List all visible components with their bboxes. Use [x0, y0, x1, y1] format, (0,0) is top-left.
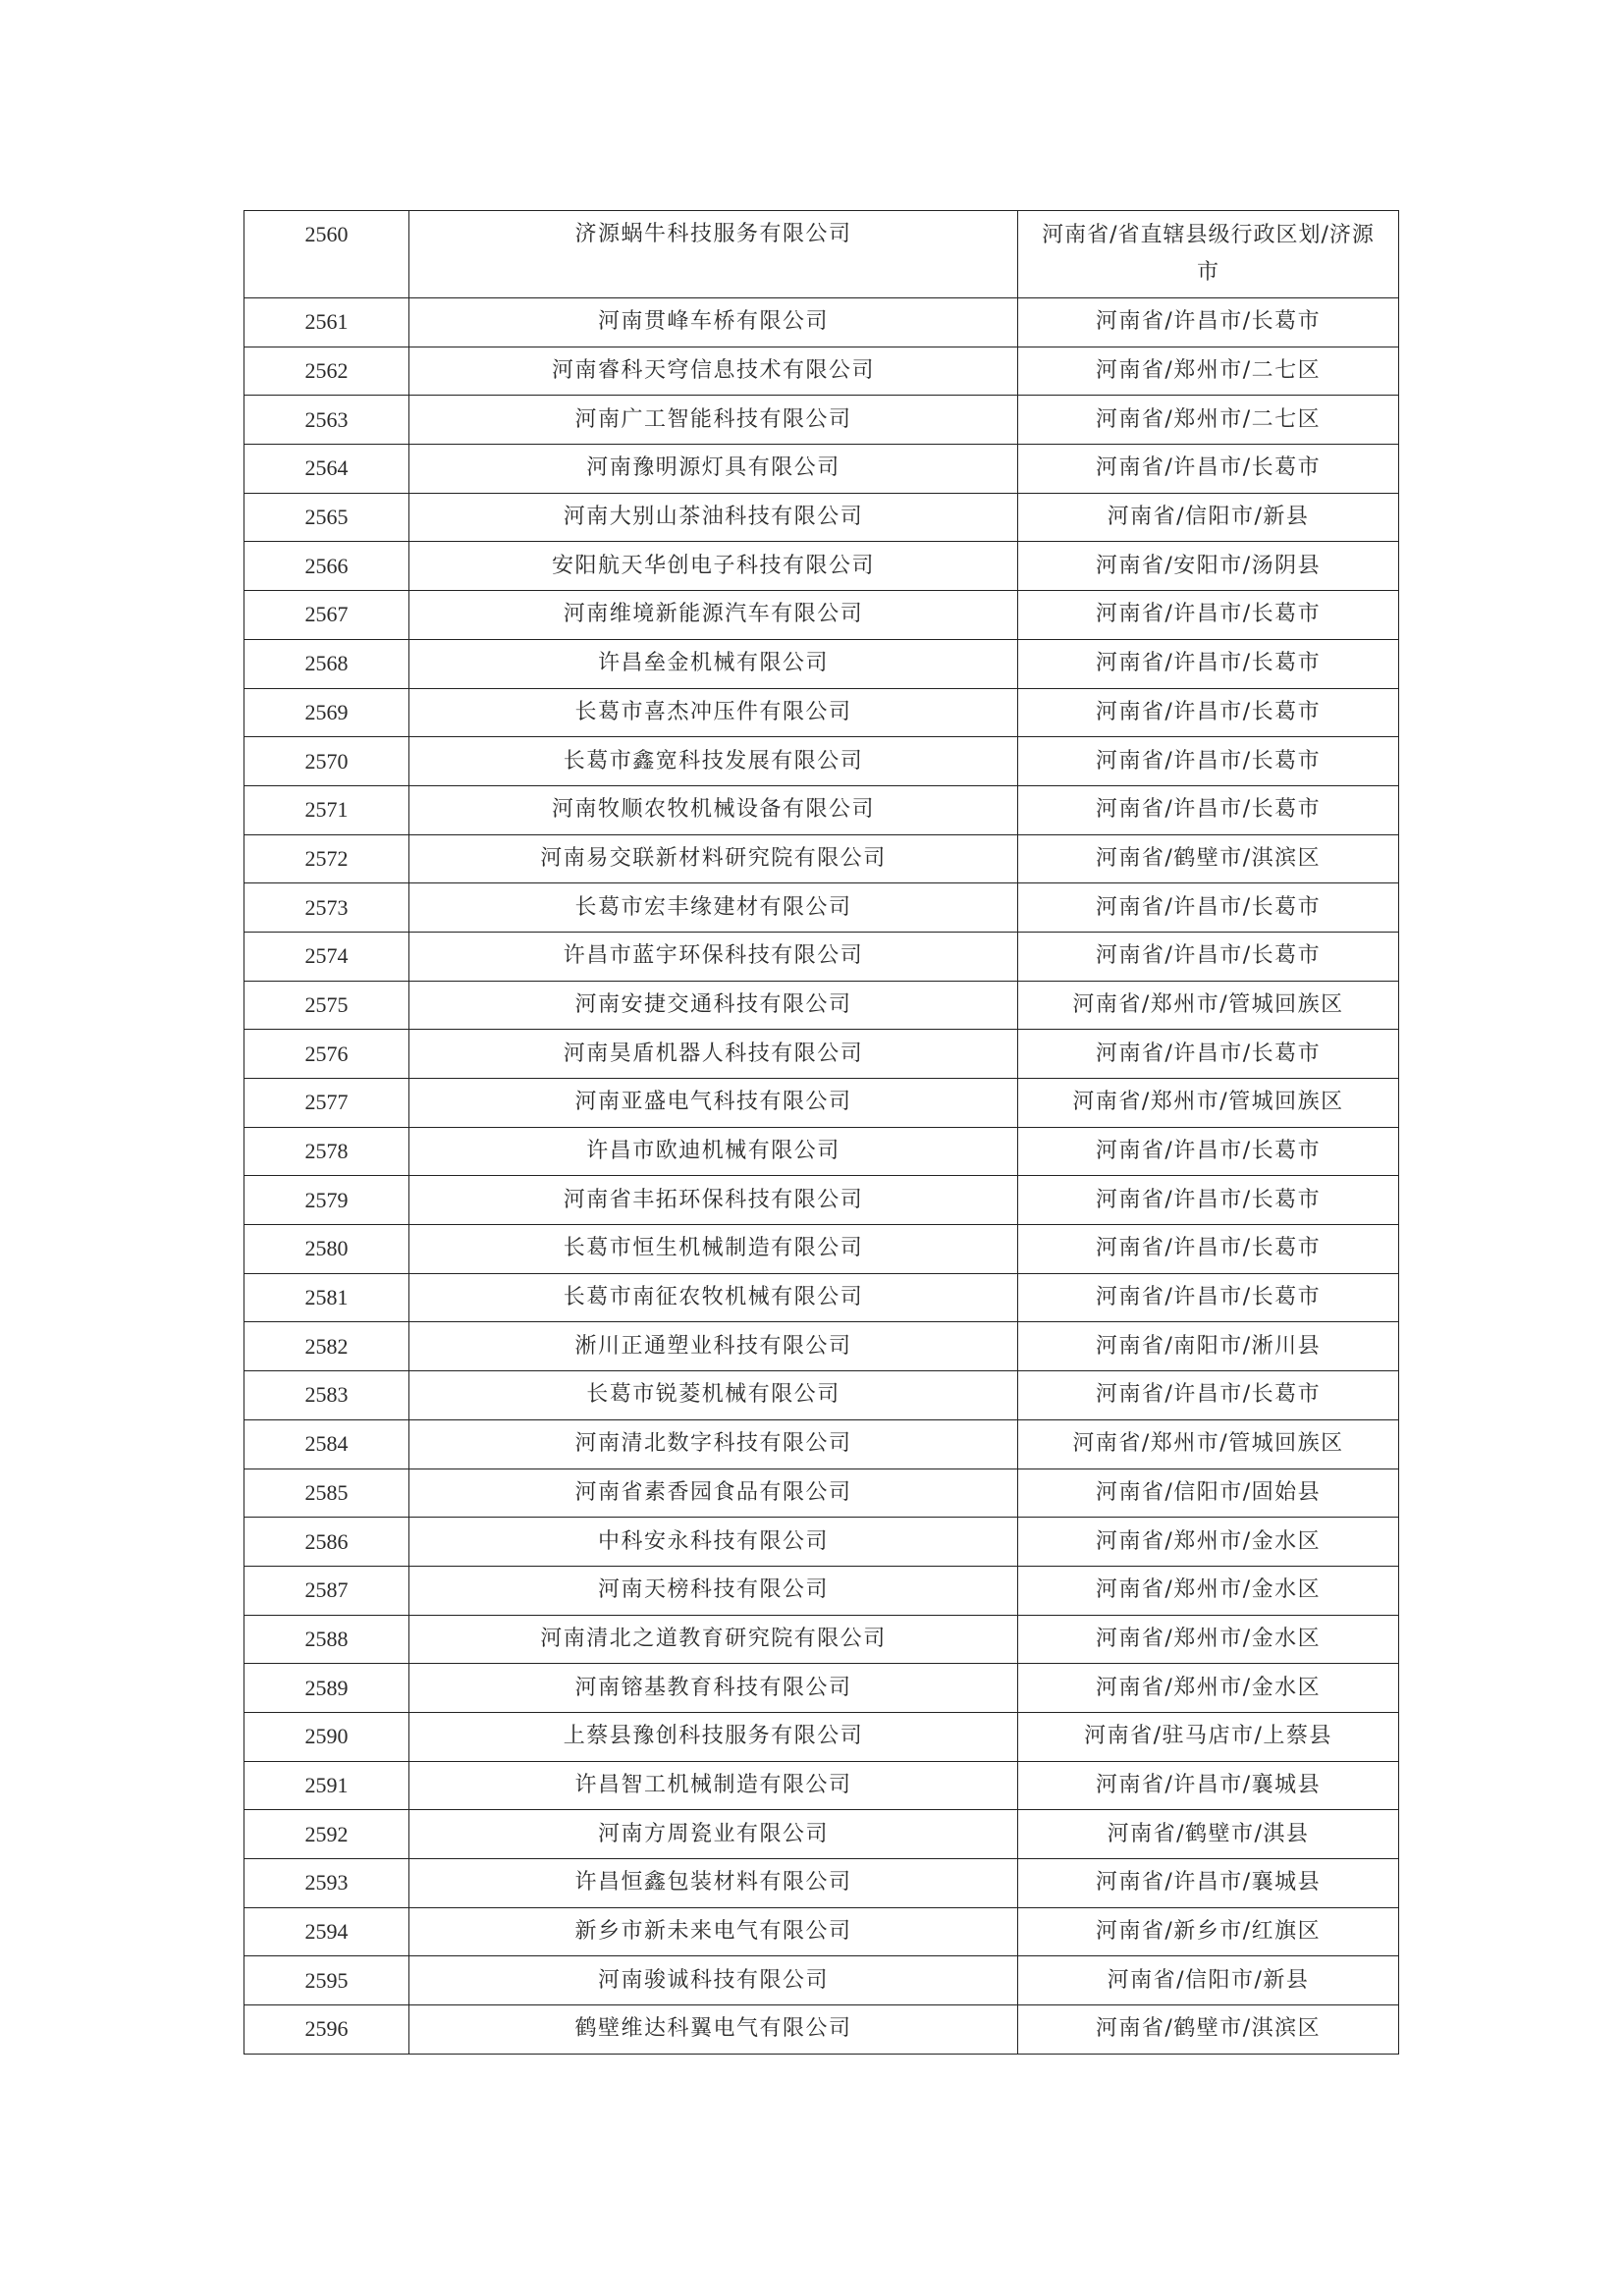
row-number-cell: 2573: [244, 883, 409, 933]
table-row: [244, 298, 1399, 347]
region-cell: 河南省/郑州市/金水区: [1018, 1664, 1399, 1713]
row-number-cell: 2589: [244, 1664, 409, 1713]
company-name-cell: 许昌恒鑫包装材料有限公司: [409, 1859, 1018, 1908]
row-number-cell: 2588: [244, 1615, 409, 1664]
region-cell: 河南省/郑州市/金水区: [1018, 1566, 1399, 1615]
company-name-cell: 许昌市蓝宇环保科技有限公司: [409, 932, 1018, 981]
table-row: [244, 1712, 1399, 1761]
table-row: [244, 1030, 1399, 1079]
company-registry-table: [244, 210, 1399, 2055]
table-row: [244, 932, 1399, 981]
table-row: [244, 591, 1399, 640]
region-cell: 河南省/鹤壁市/淇县: [1018, 1810, 1399, 1859]
table-row: [244, 883, 1399, 933]
row-number-cell: 2584: [244, 1419, 409, 1468]
table-row: [244, 1273, 1399, 1322]
row-number-cell: 2568: [244, 639, 409, 688]
table-row: [244, 493, 1399, 542]
table-row: [244, 1859, 1399, 1908]
company-name-cell: 鹤壁维达科翼电气有限公司: [409, 2005, 1018, 2055]
row-number-cell: 2569: [244, 688, 409, 737]
company-name-cell: 长葛市恒生机械制造有限公司: [409, 1225, 1018, 1274]
table-row: [244, 981, 1399, 1030]
company-name-cell: 中科安永科技有限公司: [409, 1518, 1018, 1567]
table-row: [244, 785, 1399, 834]
region-cell: 河南省/鹤壁市/淇滨区: [1018, 2005, 1399, 2055]
row-number-cell: 2575: [244, 981, 409, 1030]
row-number-cell: 2585: [244, 1468, 409, 1518]
region-cell: 河南省/许昌市/长葛市: [1018, 1127, 1399, 1176]
row-number-cell: 2576: [244, 1030, 409, 1079]
row-number-cell: 2567: [244, 591, 409, 640]
registry-table-body: [244, 211, 1399, 2055]
company-name-cell: 河南大别山茶油科技有限公司: [409, 493, 1018, 542]
region-cell: 河南省/许昌市/襄城县: [1018, 1859, 1399, 1908]
row-number-cell: 2586: [244, 1518, 409, 1567]
company-name-cell: 长葛市南征农牧机械有限公司: [409, 1273, 1018, 1322]
table-row: [244, 1761, 1399, 1810]
company-name-cell: 河南贯峰车桥有限公司: [409, 298, 1018, 347]
region-cell: 河南省/许昌市/长葛市: [1018, 737, 1399, 786]
company-name-cell: 河南省丰拓环保科技有限公司: [409, 1176, 1018, 1225]
table-row: [244, 1566, 1399, 1615]
region-cell: 河南省/信阳市/固始县: [1018, 1468, 1399, 1518]
company-name-cell: 淅川正通塑业科技有限公司: [409, 1322, 1018, 1371]
table-row: [244, 1322, 1399, 1371]
company-name-cell: 河南清北数字科技有限公司: [409, 1419, 1018, 1468]
company-name-cell: 河南方周瓷业有限公司: [409, 1810, 1018, 1859]
table-row: [244, 1956, 1399, 2005]
table-row: [244, 445, 1399, 494]
company-name-cell: 河南易交联新材料研究院有限公司: [409, 834, 1018, 883]
row-number-cell: 2596: [244, 2005, 409, 2055]
company-name-cell: 河南清北之道教育研究院有限公司: [409, 1615, 1018, 1664]
region-cell: 河南省/郑州市/二七区: [1018, 396, 1399, 445]
row-number-cell: 2587: [244, 1566, 409, 1615]
region-cell: 河南省/信阳市/新县: [1018, 493, 1399, 542]
row-number-cell: 2562: [244, 347, 409, 396]
company-name-cell: 长葛市锐菱机械有限公司: [409, 1371, 1018, 1420]
row-number-cell: 2570: [244, 737, 409, 786]
region-cell: 河南省/鹤壁市/淇滨区: [1018, 834, 1399, 883]
company-name-cell: 上蔡县豫创科技服务有限公司: [409, 1712, 1018, 1761]
row-number-cell: 2579: [244, 1176, 409, 1225]
table-row: [244, 834, 1399, 883]
region-cell: 河南省/郑州市/管城回族区: [1018, 1419, 1399, 1468]
region-cell: 河南省/许昌市/长葛市: [1018, 639, 1399, 688]
region-cell: 河南省/省直辖县级行政区划/济源市: [1018, 211, 1399, 298]
region-cell: 河南省/郑州市/管城回族区: [1018, 1079, 1399, 1128]
region-cell: 河南省/郑州市/金水区: [1018, 1615, 1399, 1664]
table-row: [244, 542, 1399, 591]
region-cell: 河南省/南阳市/淅川县: [1018, 1322, 1399, 1371]
region-cell: 河南省/许昌市/长葛市: [1018, 1273, 1399, 1322]
row-number-cell: 2595: [244, 1956, 409, 2005]
company-name-cell: 河南天榜科技有限公司: [409, 1566, 1018, 1615]
region-cell: 河南省/许昌市/长葛市: [1018, 1030, 1399, 1079]
company-name-cell: 河南维境新能源汽车有限公司: [409, 591, 1018, 640]
company-name-cell: 河南睿科天穹信息技术有限公司: [409, 347, 1018, 396]
row-number-cell: 2574: [244, 932, 409, 981]
table-row: [244, 1468, 1399, 1518]
table-row: [244, 639, 1399, 688]
company-name-cell: 河南镕基教育科技有限公司: [409, 1664, 1018, 1713]
row-number-cell: 2590: [244, 1712, 409, 1761]
row-number-cell: 2580: [244, 1225, 409, 1274]
row-number-cell: 2583: [244, 1371, 409, 1420]
table-row: [244, 1518, 1399, 1567]
row-number-cell: 2564: [244, 445, 409, 494]
row-number-cell: 2560: [244, 211, 409, 298]
table-row: [244, 737, 1399, 786]
region-cell: 河南省/郑州市/金水区: [1018, 1518, 1399, 1567]
table-row: [244, 1225, 1399, 1274]
table-row: [244, 1371, 1399, 1420]
region-cell: 河南省/许昌市/长葛市: [1018, 1225, 1399, 1274]
region-cell: 河南省/驻马店市/上蔡县: [1018, 1712, 1399, 1761]
row-number-cell: 2566: [244, 542, 409, 591]
table-row: [244, 1127, 1399, 1176]
company-name-cell: 河南昊盾机器人科技有限公司: [409, 1030, 1018, 1079]
region-cell: 河南省/许昌市/襄城县: [1018, 1761, 1399, 1810]
table-row: [244, 1664, 1399, 1713]
row-number-cell: 2572: [244, 834, 409, 883]
company-name-cell: 河南安捷交通科技有限公司: [409, 981, 1018, 1030]
region-cell: 河南省/新乡市/红旗区: [1018, 1907, 1399, 1956]
company-name-cell: 安阳航天华创电子科技有限公司: [409, 542, 1018, 591]
region-cell: 河南省/郑州市/管城回族区: [1018, 981, 1399, 1030]
region-cell: 河南省/许昌市/长葛市: [1018, 688, 1399, 737]
row-number-cell: 2593: [244, 1859, 409, 1908]
row-number-cell: 2578: [244, 1127, 409, 1176]
table-row: [244, 1176, 1399, 1225]
row-number-cell: 2581: [244, 1273, 409, 1322]
row-number-cell: 2582: [244, 1322, 409, 1371]
company-name-cell: 新乡市新未来电气有限公司: [409, 1907, 1018, 1956]
region-cell: 河南省/信阳市/新县: [1018, 1956, 1399, 2005]
company-name-cell: 许昌智工机械制造有限公司: [409, 1761, 1018, 1810]
region-cell: 河南省/许昌市/长葛市: [1018, 591, 1399, 640]
company-name-cell: 长葛市喜杰冲压件有限公司: [409, 688, 1018, 737]
region-cell: 河南省/许昌市/长葛市: [1018, 1176, 1399, 1225]
row-number-cell: 2563: [244, 396, 409, 445]
row-number-cell: 2571: [244, 785, 409, 834]
region-cell: 河南省/许昌市/长葛市: [1018, 785, 1399, 834]
table-row: [244, 347, 1399, 396]
table-row: [244, 1079, 1399, 1128]
company-name-cell: 河南牧顺农牧机械设备有限公司: [409, 785, 1018, 834]
region-cell: 河南省/安阳市/汤阴县: [1018, 542, 1399, 591]
company-name-cell: 河南豫明源灯具有限公司: [409, 445, 1018, 494]
row-number-cell: 2561: [244, 298, 409, 347]
company-name-cell: 许昌垒金机械有限公司: [409, 639, 1018, 688]
row-number-cell: 2592: [244, 1810, 409, 1859]
region-cell: 河南省/许昌市/长葛市: [1018, 883, 1399, 933]
table-row: [244, 2005, 1399, 2055]
company-name-cell: 河南骏诚科技有限公司: [409, 1956, 1018, 2005]
row-number-cell: 2591: [244, 1761, 409, 1810]
company-name-cell: 长葛市宏丰缘建材有限公司: [409, 883, 1018, 933]
row-number-cell: 2565: [244, 493, 409, 542]
company-name-cell: 济源蜗牛科技服务有限公司: [409, 211, 1018, 298]
table-row: [244, 396, 1399, 445]
company-name-cell: 河南省素香园食品有限公司: [409, 1468, 1018, 1518]
table-row: [244, 211, 1399, 298]
table-row: [244, 688, 1399, 737]
row-number-cell: 2577: [244, 1079, 409, 1128]
region-cell: 河南省/郑州市/二七区: [1018, 347, 1399, 396]
company-name-cell: 河南亚盛电气科技有限公司: [409, 1079, 1018, 1128]
table-row: [244, 1419, 1399, 1468]
region-cell: 河南省/许昌市/长葛市: [1018, 298, 1399, 347]
region-cell: 河南省/许昌市/长葛市: [1018, 1371, 1399, 1420]
company-name-cell: 河南广工智能科技有限公司: [409, 396, 1018, 445]
table-row: [244, 1907, 1399, 1956]
region-cell: 河南省/许昌市/长葛市: [1018, 932, 1399, 981]
region-cell: 河南省/许昌市/长葛市: [1018, 445, 1399, 494]
table-row: [244, 1615, 1399, 1664]
row-number-cell: 2594: [244, 1907, 409, 1956]
table-row: [244, 1810, 1399, 1859]
company-name-cell: 长葛市鑫宽科技发展有限公司: [409, 737, 1018, 786]
company-name-cell: 许昌市欧迪机械有限公司: [409, 1127, 1018, 1176]
